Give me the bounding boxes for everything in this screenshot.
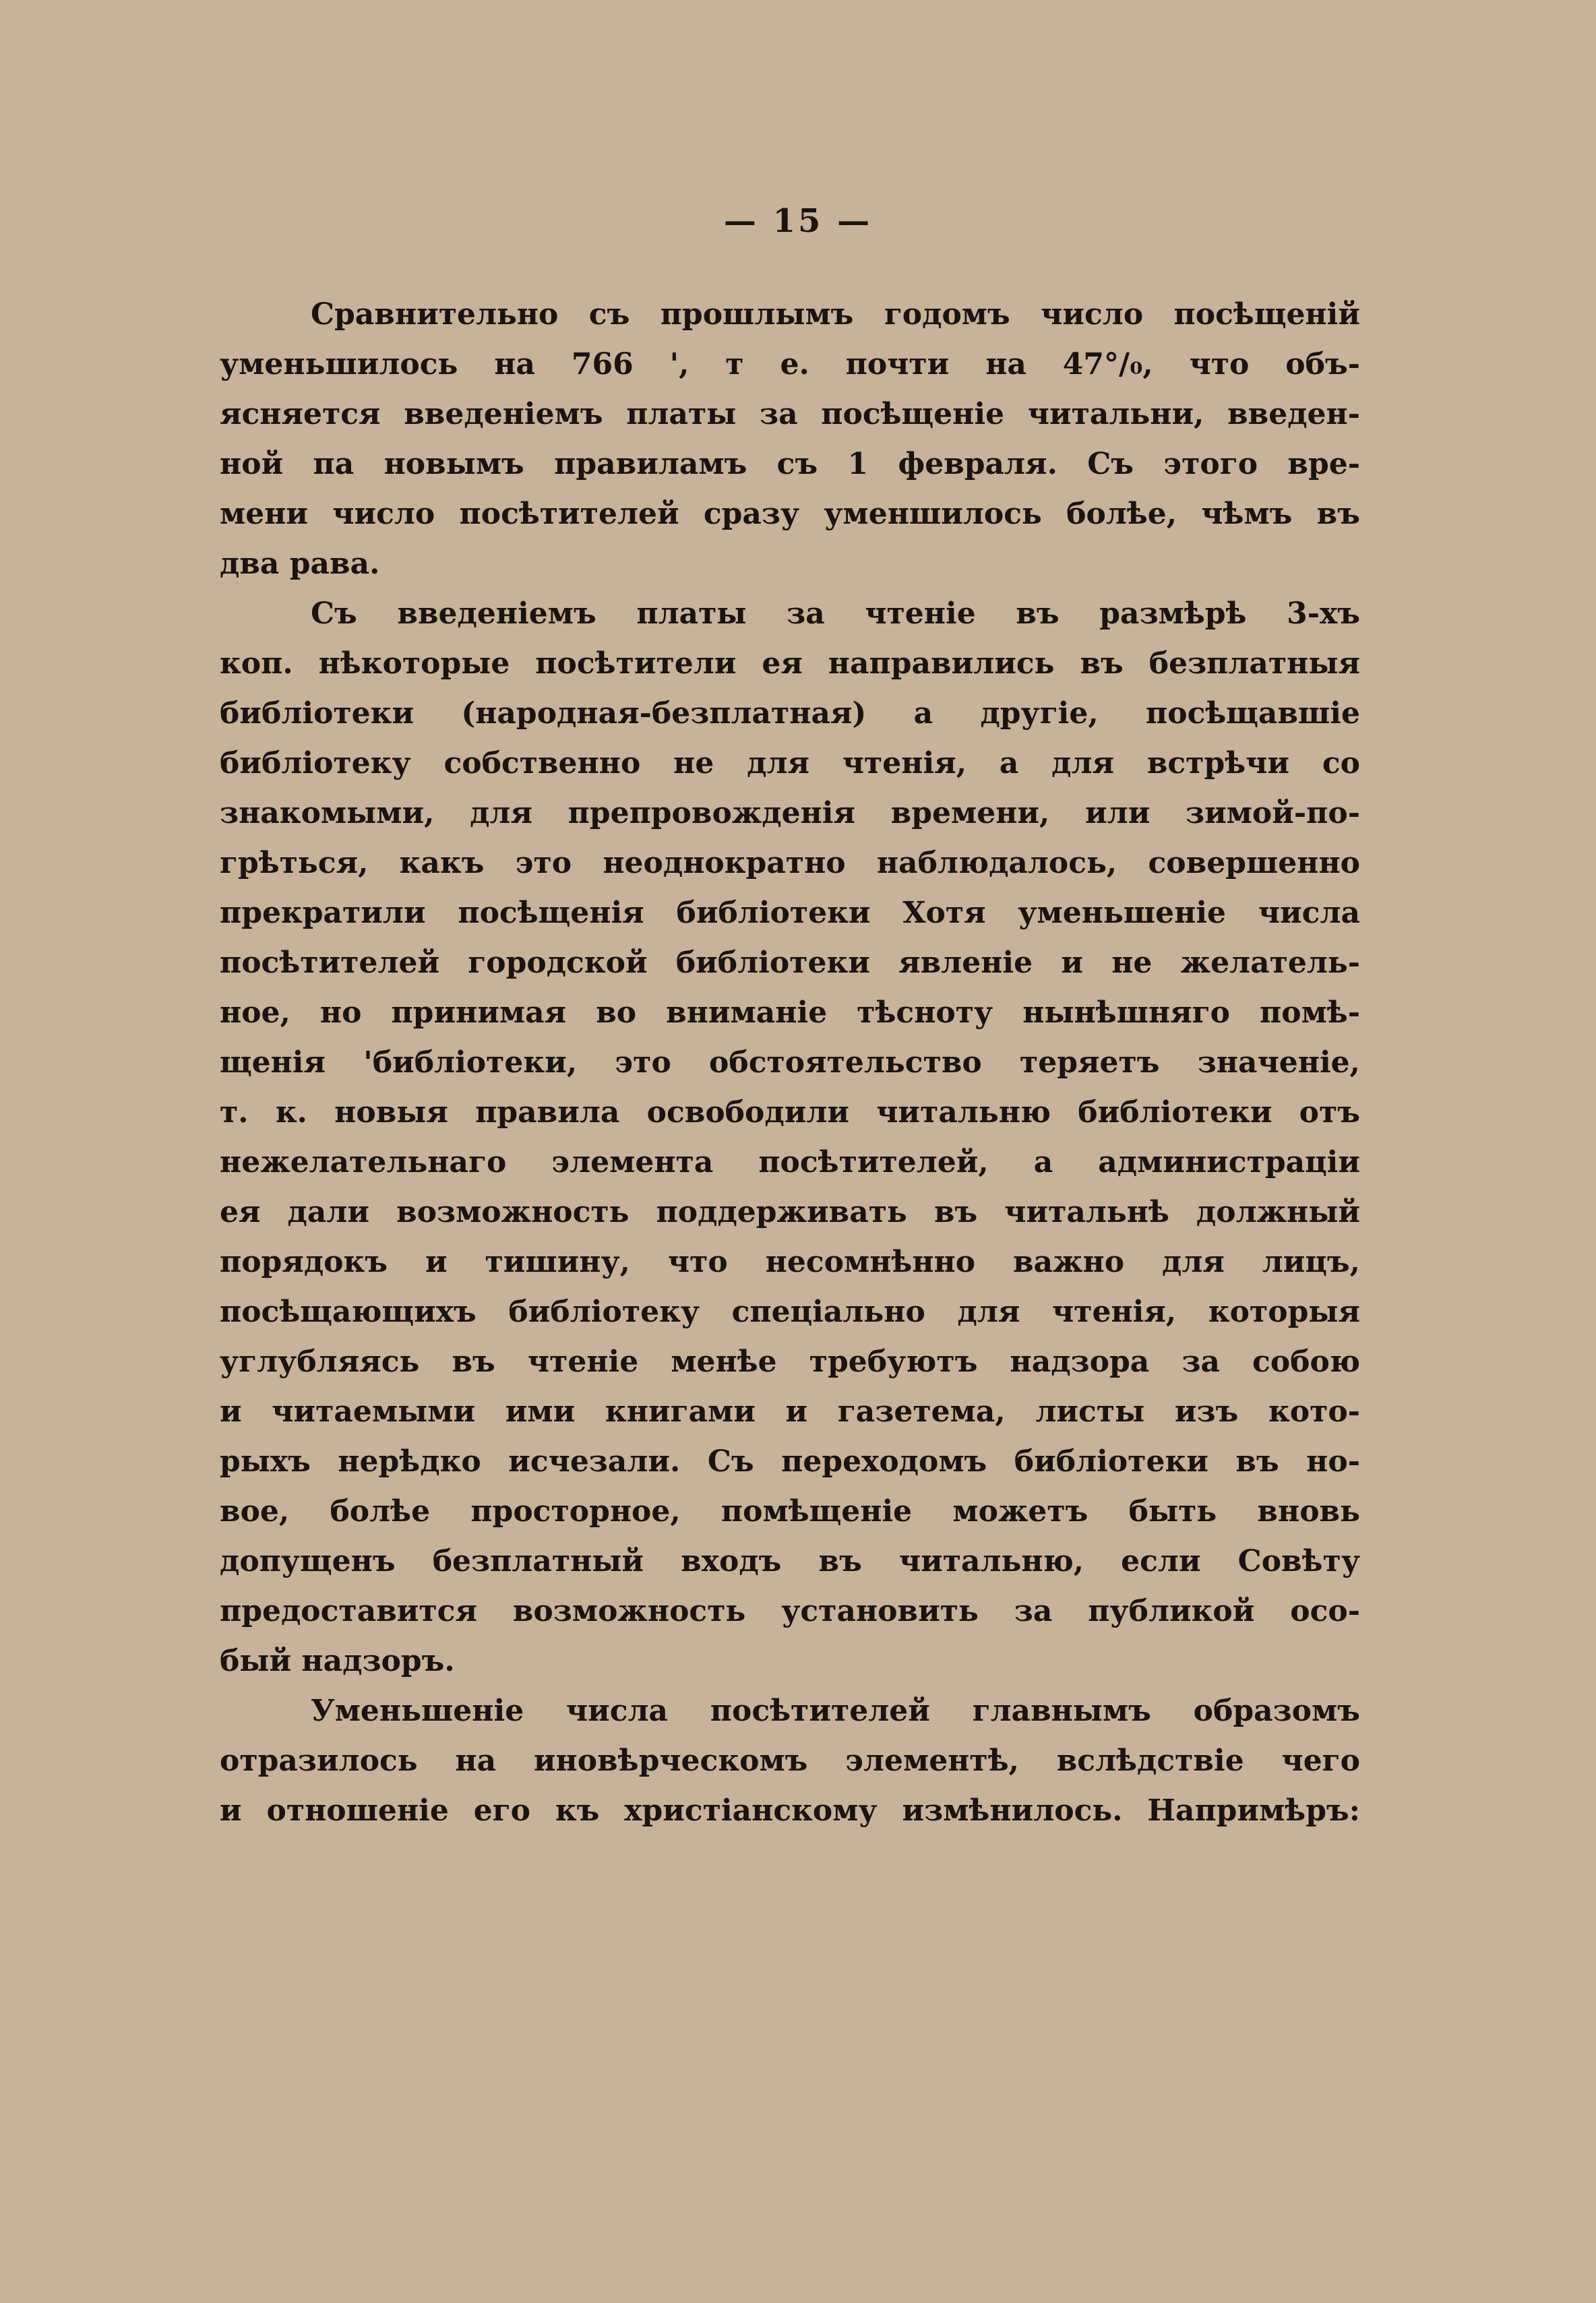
- text-line: ной па новымъ правиламъ съ 1 февраля. Съ этого вре-: [220, 447, 1360, 481]
- text-line: посѣщающихъ библіотеку спеціально для чтенія, которыя: [220, 1295, 1360, 1329]
- text-line: допущенъ безплатный входъ въ читальню, если Совѣту: [220, 1544, 1360, 1578]
- text-line: рыхъ нерѣдко исчезали. Съ переходомъ библіотеки въ но-: [220, 1444, 1360, 1479]
- text-line: знакомыми, для препровожденія времени, или зимой-по-: [220, 796, 1360, 830]
- text-line: бый надзоръ.: [220, 1644, 455, 1678]
- page-number: — 15 —: [723, 202, 873, 240]
- text-line: ясняется введеніемъ платы за посѣщеніе читальни, введен-: [220, 397, 1360, 431]
- text-line: вое, болѣе просторное, помѣщеніе можетъ быть вновь: [220, 1494, 1360, 1529]
- text-line: коп. нѣкоторые посѣтители ея направились въ безплатныя: [220, 646, 1360, 681]
- text-line: нежелательнаго элемента посѣтителей, а администраціи: [220, 1145, 1360, 1179]
- text-line: мени число посѣтителей сразу уменшилось болѣе, чѣмъ въ: [220, 497, 1360, 531]
- text-line: библіотеку собственно не для чтенія, а для встрѣчи со: [220, 746, 1360, 780]
- text-line: ное, но принимая во вниманіе тѣсноту нынѣшняго помѣ-: [220, 995, 1360, 1030]
- text-line: Съ введеніемъ платы за чтеніе въ размѣрѣ 3-хъ: [311, 596, 1360, 631]
- text-line: ея дали возможность поддерживать въ читальнѣ должный: [220, 1195, 1360, 1229]
- paragraph: [220, 589, 1360, 1686]
- text-line: посѣтителей городской библіотеки явленіе и не желатель-: [220, 946, 1360, 980]
- text-line: и читаемыми ими книгами и газетема, листы изъ кото-: [220, 1394, 1360, 1429]
- text-line: Уменьшеніе числа посѣтителей главнымъ образомъ: [311, 1694, 1360, 1728]
- paragraph: [220, 1686, 1360, 1836]
- text-line: порядокъ и тишину, что несомнѣнно важно для лицъ,: [220, 1245, 1360, 1279]
- text-line: Сравнительно съ прошлымъ годомъ число посѣщеній: [311, 297, 1360, 332]
- text-line: отразилось на иновѣрческомъ элементѣ, вслѣдствіе чего: [220, 1744, 1360, 1778]
- text-line: два рава.: [220, 547, 380, 581]
- text-line: прекратили посѣщенія библіотеки Хотя уменьшеніе числа: [220, 896, 1360, 930]
- text-line: щенія 'библіотеки, это обстоятельство теряетъ значеніе,: [220, 1045, 1360, 1080]
- text-line: т. к. новыя правила освободили читальню библіотеки отъ: [220, 1095, 1360, 1130]
- paragraph: [220, 290, 1360, 589]
- text-line: и отношеніе его къ христіанскому измѣнилось. Напримѣръ:: [220, 1793, 1360, 1828]
- body-text: [220, 290, 1360, 1836]
- text-line: библіотеки (народная-безплатная) а другіе, посѣщавшіе: [220, 696, 1360, 731]
- text-line: углубляясь въ чтеніе менѣе требуютъ надзора за собою: [220, 1345, 1360, 1379]
- text-line: уменьшилось на 766 ', т е. почти на 47°/₀, что объ-: [220, 347, 1360, 381]
- text-line: предоставится возможность установить за публикой осо-: [220, 1594, 1360, 1628]
- text-line: грѣться, какъ это неоднократно наблюдалось, совершенно: [220, 846, 1360, 880]
